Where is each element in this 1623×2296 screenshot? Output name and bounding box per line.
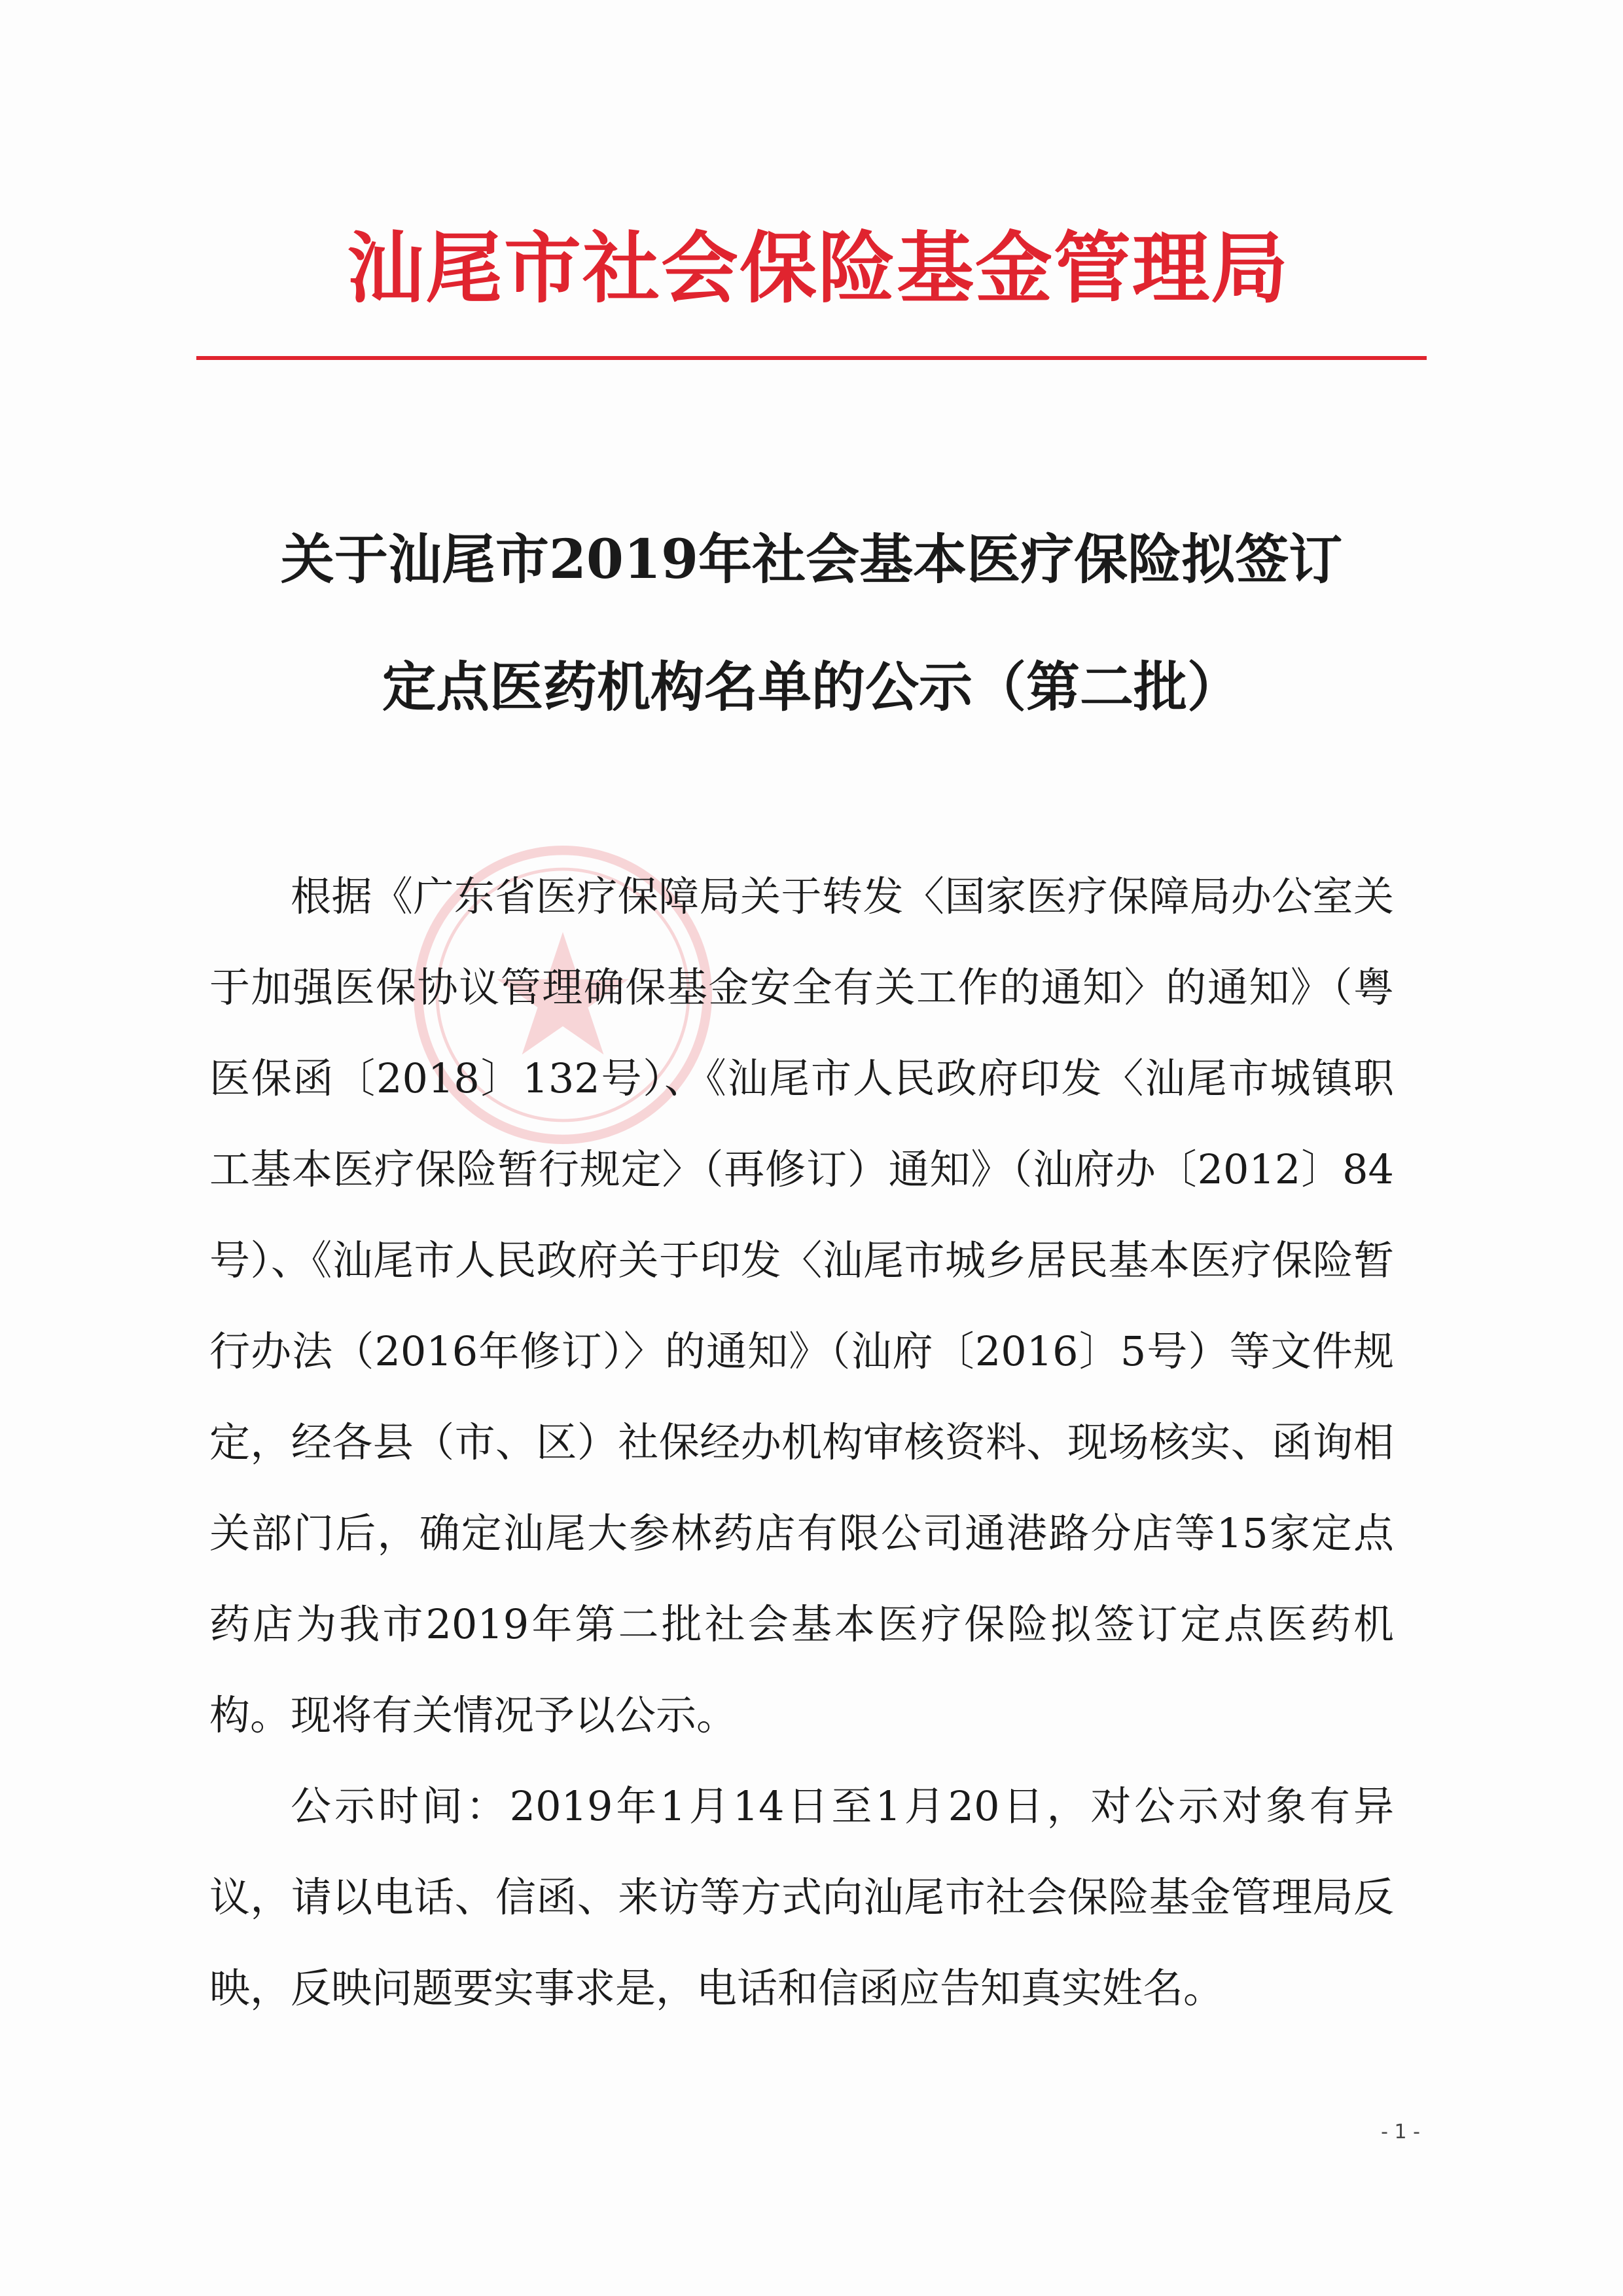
header-red-rule bbox=[196, 356, 1427, 360]
document-body bbox=[209, 851, 1394, 2034]
page-number: - 1 - bbox=[1381, 2121, 1420, 2144]
document-title-line-1: 关于汕尾市2019年社会基本医疗保险拟签订 bbox=[280, 528, 1343, 591]
body-paragraph-basis: 根据《广东省医疗保障局关于转发〈国家医疗保障局办公室关于加强医保协议管理确保基金安全有关工作的通知〉的通知》（粤医保函〔2018〕132号）、《汕尾市人民政府印发〈汕尾市城镇职工基本医疗保险暂行规定〉（再修订）通知》（汕府办〔2012〕84号）、《汕尾市人民政府关于印发〈汕尾市城乡居民基本医疗保险暂行办法（2016年修订）〉的通知》（汕府〔2016〕5号）等文件规定，经各县（市、区）社保经办机构审核资料、现场核实、函询相关部门后，确定汕尾大参林药店有限公司通港路分店等15家定点药店为我市2019年第二批社会基本医疗保险拟签订定点医药机构。现将有关情况予以公示。 bbox=[209, 872, 1394, 1739]
document-title-line-2: 定点医药机构名单的公示（第二批） bbox=[382, 656, 1241, 719]
issuing-organization-header: 汕尾市社会保险基金管理局 bbox=[346, 223, 1289, 314]
body-paragraph-publicity-period: 公示时间：2019年1月14日至1月20日，对公示对象有异议，请以电话、信函、来访等方式向汕尾市社会保险基金管理局反映，反映问题要实事求是，电话和信函应告知真实姓名。 bbox=[209, 1782, 1394, 2012]
